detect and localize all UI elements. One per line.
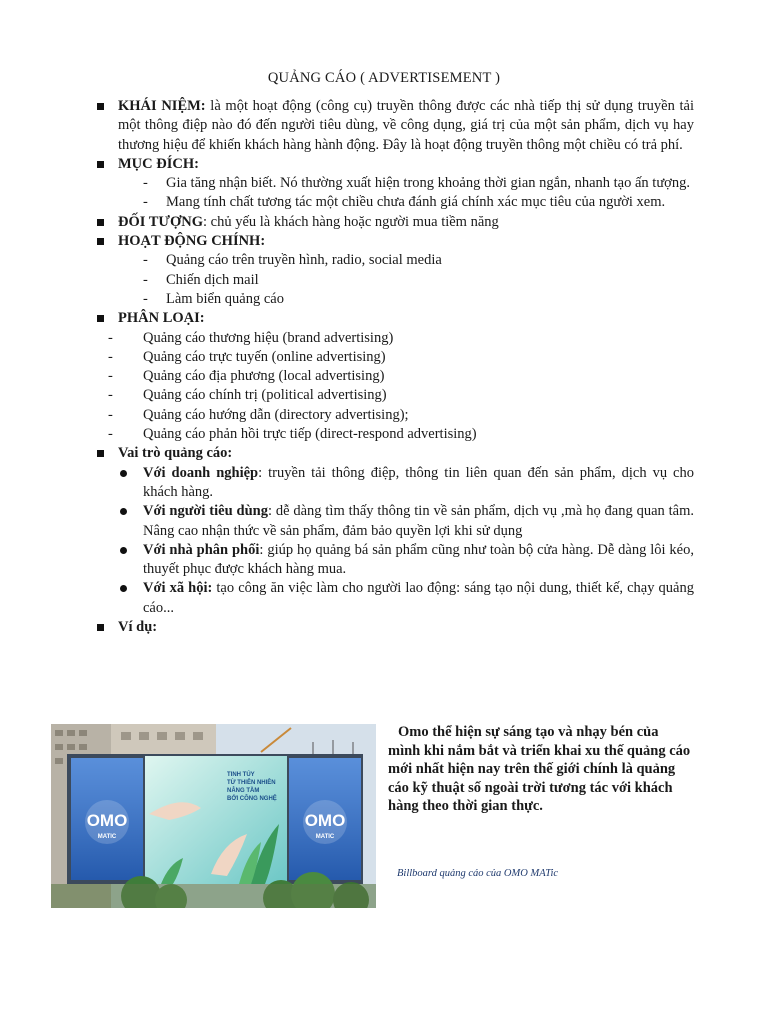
list-item: - Quảng cáo chính trị (political advertising) — [97, 386, 694, 405]
muc-dich-list — [97, 174, 694, 213]
phan-loai-list — [97, 329, 694, 445]
square-bullet-icon — [97, 450, 104, 457]
dash-bullet: - — [108, 348, 113, 365]
omo-logo-right-sub: MATIC — [315, 834, 335, 840]
section-muc-dich — [97, 155, 694, 174]
list-item: - Quảng cáo thương hiệu (brand advertising) — [97, 329, 694, 348]
section-vai-tro — [97, 444, 694, 463]
dash-bullet: - — [143, 271, 148, 288]
section-label: MỤC ĐÍCH: — [118, 155, 199, 172]
dash-bullet: - — [108, 426, 113, 443]
omo-logo-left: OMO — [86, 811, 128, 830]
image-caption: Billboard quảng cáo của OMO MATic — [397, 868, 559, 879]
square-bullet-icon — [97, 219, 104, 226]
square-bullet-icon — [97, 161, 104, 168]
section-khai-niem — [97, 97, 694, 155]
list-item: - Làm biển quảng cáo — [97, 290, 694, 309]
round-bullet-icon — [120, 508, 127, 515]
billboard-illustration — [51, 724, 376, 908]
section-label: Vai trò quảng cáo: — [118, 445, 233, 462]
round-bullet-icon — [120, 585, 127, 592]
section-label: ĐỐI TƯỢNG — [118, 213, 203, 230]
dash-bullet: - — [143, 290, 148, 307]
list-item: Với nhà phân phối: giúp họ quảng bá sản phẩm cũng như toàn bộ cửa hàng. Dễ dàng lôi kéo, thuyết phục được khách hàng mua. — [97, 541, 694, 580]
square-bullet-icon — [97, 624, 104, 631]
slogan-line-1: TINH TÚY — [227, 772, 255, 778]
slogan-line-4: BỞI CÔNG NGHỆ — [227, 796, 277, 802]
slogan-line-3: NÂNG TẦM — [227, 788, 260, 794]
section-vi-du — [97, 618, 694, 637]
page-title: QUẢNG CÁO ( ADVERTISEMENT ) — [267, 70, 501, 86]
square-bullet-icon — [97, 103, 104, 110]
list-item: - Gia tăng nhận biết. Nó thường xuất hiện trong khoảng thời gian ngắn, nhanh tạo ấn tượng. — [97, 174, 694, 193]
section-label: KHÁI NIỆM: — [118, 98, 206, 114]
slogan-line-2: TỪ THIÊN NHIÊN — [227, 780, 276, 786]
dash-bullet: - — [108, 329, 113, 346]
dash-bullet: - — [143, 252, 148, 269]
square-bullet-icon — [97, 315, 104, 322]
omo-logo-left-sub: MATIC — [97, 834, 117, 840]
list-item: Với doanh nghiệp: truyền tải thông điệp, thông tin liên quan đến sản phẩm, dịch vụ cho khách hàng. — [97, 464, 694, 503]
list-item: - Chiến dịch mail — [97, 271, 694, 290]
vai-tro-list — [97, 464, 694, 618]
section-text: : chủ yếu là khách hàng hoặc người mua tiềm năng — [203, 213, 499, 230]
list-item: - Quảng cáo trên truyền hình, radio, social media — [97, 251, 694, 270]
dash-bullet: - — [143, 175, 148, 192]
section-doi-tuong — [97, 213, 694, 232]
dash-bullet: - — [108, 368, 113, 385]
document-body — [97, 97, 694, 637]
round-bullet-icon — [120, 547, 127, 554]
section-label: PHÂN LOẠI: — [118, 310, 205, 327]
omo-logo-right: OMO — [304, 811, 346, 830]
billboard-photo — [51, 724, 376, 908]
section-hoat-dong — [97, 232, 694, 251]
dash-bullet: - — [108, 406, 113, 423]
section-label: HOẠT ĐỘNG CHÍNH: — [118, 233, 266, 250]
list-item: - Quảng cáo hướng dẫn (directory advertising); — [97, 406, 694, 425]
list-item: - Quảng cáo phản hồi trực tiếp (direct-respond advertising) — [97, 425, 694, 444]
list-item: Với người tiêu dùng: dễ dàng tìm thấy thông tin về sản phẩm, dịch vụ ,mà họ đang quan tâm. Nâng cao nhận thức về sản phẩm, đảm bảo quyền lợi khi sử dụng — [97, 502, 694, 541]
example-description: Omo thể hiện sự sáng tạo và nhạy bén của mình khi nắm bắt và triển khai xu thế quảng cáo mới nhất hiện nay trên thế giới chính là quảng cáo kỹ thuật số ngoài trời tương tác với khách hàng theo thời gian thực. — [388, 724, 691, 815]
dash-bullet: - — [108, 387, 113, 404]
list-item: - Quảng cáo địa phương (local advertising) — [97, 367, 694, 386]
round-bullet-icon — [120, 470, 127, 477]
dash-bullet: - — [143, 194, 148, 211]
section-phan-loai — [97, 309, 694, 328]
hoat-dong-list — [97, 251, 694, 309]
list-item: Với xã hội: tạo công ăn việc làm cho người lao động: sáng tạo nội dung, thiết kế, chạy quảng cáo... — [97, 579, 694, 618]
section-text: là một hoạt động (công cụ) truyền thông được các nhà tiếp thị sử dụng truyền tải một thông điệp nào đó đến người tiêu dùng, về công dụng, giá trị của một sản phẩm, dịch vụ hay thương hiệu để khiến khách hàng hành động. Đây là hoạt động truyền thông một chiều có trả phí. — [118, 98, 694, 153]
section-label: Ví dụ: — [118, 619, 158, 636]
square-bullet-icon — [97, 238, 104, 245]
list-item: - Quảng cáo trực tuyến (online advertising) — [97, 348, 694, 367]
list-item: - Mang tính chất tương tác một chiều chưa đánh giá chính xác mục tiêu của người xem. — [97, 193, 694, 212]
